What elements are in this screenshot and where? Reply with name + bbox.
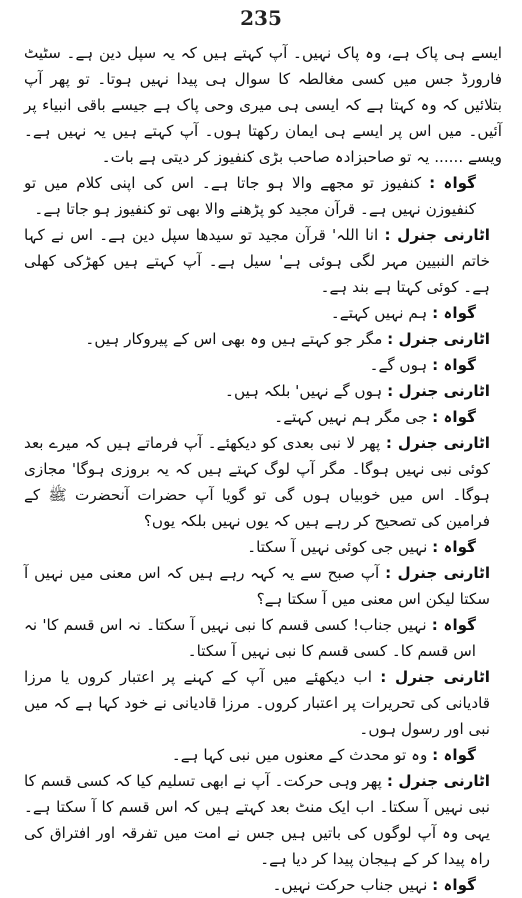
paragraph-text: نہیں جناب حرکت نہیں۔: [272, 876, 428, 894]
paragraph: [24, 378, 502, 404]
speaker-label: اٹارنی جنرل :: [385, 564, 491, 582]
speaker-label: اٹارنی جنرل :: [385, 434, 491, 452]
paragraph-text: کنفیوز تو مجھے والا ہو جاتا ہے۔ اس کی اپنی کلام میں تو کنفیوزن نہیں ہے۔ قرآن مجید کو پڑھنے والا بھی تو کنفیوز ہو جاتا ہے۔: [24, 174, 476, 218]
paragraph-text: نہیں جناب! کسی قسم کا نبی نہیں آ سکتا۔ نہ اس قسم کا' نہ اس قسم کا۔ کسی قسم کا نبی نہیں آ سکتا۔: [24, 616, 476, 660]
paragraph-text: جی مگر ہم نہیں کہتے۔: [274, 408, 428, 426]
speaker-label: اٹارنی جنرل :: [387, 330, 490, 348]
paragraph: [24, 40, 502, 170]
page-body: [24, 40, 502, 898]
paragraph-text: ہوں گے نہیں' بلکہ ہیں۔: [225, 382, 383, 400]
speaker-label: گواہ :: [429, 174, 477, 192]
speaker-label: گواہ :: [432, 746, 476, 764]
paragraph: [24, 612, 502, 664]
paragraph: [24, 768, 502, 872]
speaker-label: اٹارنی جنرل :: [384, 226, 491, 244]
paragraph: [24, 534, 502, 560]
speaker-label: گواہ :: [432, 538, 476, 556]
speaker-label: گواہ :: [432, 408, 476, 426]
paragraph-text: ہوں گے۔: [369, 356, 428, 374]
paragraph-text: مگر جو کہتے ہیں وہ بھی اس کے پیروکار ہیں۔: [85, 330, 383, 348]
paragraph-text: انا اللہ' قرآن مجید تو سیدھا سپل دین ہے۔ اس نے کہا خاتم النبیین مہر لگی ہوئی ہے' سیل ہے۔ آپ کہتے ہیں کھڑکی کھلی ہے۔ کوئی کہتا ہے بند ہے۔: [24, 226, 490, 296]
speaker-label: اٹارنی جنرل :: [380, 668, 490, 686]
speaker-label: گواہ :: [432, 356, 476, 374]
speaker-label: اٹارنی جنرل :: [386, 772, 491, 790]
speaker-label: گواہ :: [432, 304, 476, 322]
paragraph: [24, 170, 502, 222]
speaker-label: اٹارنی جنرل :: [387, 382, 490, 400]
paragraph: [24, 872, 502, 898]
paragraph-text: وہ تو محدث کے معنوں میں نبی کہا ہے۔: [171, 746, 428, 764]
paragraph: [24, 326, 502, 352]
paragraph-text: پھر وہی حرکت۔ آپ نے ابھی تسلیم کیا کہ کسی قسم کا نبی نہیں آ سکتا۔ اب ایک منٹ بعد کہتے ہیں کہ اس قسم کا آ سکتا ہے۔ یہی وہ آپ لوگوں کی باتیں ہیں جس نے امت میں تفرقہ اور افتراق کی راہ پیدا کر کے ہیجان پیدا کر دیا ہے۔: [24, 772, 490, 868]
paragraph: [24, 300, 502, 326]
paragraph-text: نہیں جی کوئی نہیں آ سکتا۔: [247, 538, 428, 556]
paragraph: [24, 742, 502, 768]
speaker-label: گواہ :: [432, 876, 476, 894]
paragraph: [24, 222, 502, 300]
paragraph: [24, 664, 502, 742]
paragraph: [24, 560, 502, 612]
paragraph: [24, 352, 502, 378]
speaker-label: گواہ :: [431, 616, 476, 634]
paragraph-text: اب دیکھئے میں آپ کے کہنے پر اعتبار کروں یا مرزا قادیانی کی تحریرات پر اعتبار کروں۔ مرزا قادیانی نے خود کہا ہے کہ میں نبی اور رسول ہوں۔: [24, 668, 490, 738]
paragraph-text: پھر لا نبی بعدی کو دیکھئے۔ آپ فرماتے ہیں کہ میرے بعد کوئی نبی نہیں ہوگا۔ مگر آپ لوگ کہتے ہیں کہ یہ بروزی ہوگا' مجازی ہوگا۔ اس میں خوبیاں ہوں گی تو گویا آپ حضرات آنحضرت ﷺ کے فرامین کی تصحیح کر رہے ہیں کہ یوں نہیں بلکہ یوں؟: [24, 434, 490, 530]
paragraph-text: ایسے ہی پاک ہے، وہ پاک نہیں۔ آپ کہتے ہیں کہ یہ سپل دین ہے۔ سٹیٹ فارورڈ جس میں کسی مغالطہ کا سوال ہی پیدا نہیں ہوتا۔ تو پھر آپ بتلائیں کہ وہ کہتا ہے کہ ایسی ہی میری وحی پاک ہے جیسے باقی انبیاء پر آئیں۔ میں اس پر ایسے ہی ایمان رکھتا ہوں۔ آپ کہتے ہیں یہ نہیں ہے۔ ویسے ...... یہ تو صاحبزادہ صاحب بڑی کنفیوز کر دیتی ہے بات۔: [24, 44, 502, 166]
paragraph-text: ہم نہیں کہتے۔: [330, 304, 428, 322]
paragraph-text: آپ صبح سے یہ کہہ رہے ہیں کہ اس معنی میں نہیں آ سکتا لیکن اس معنی میں آ سکتا ہے؟: [24, 564, 490, 608]
paragraph: [24, 404, 502, 430]
page-number: 235: [240, 6, 282, 30]
paragraph: [24, 430, 502, 534]
